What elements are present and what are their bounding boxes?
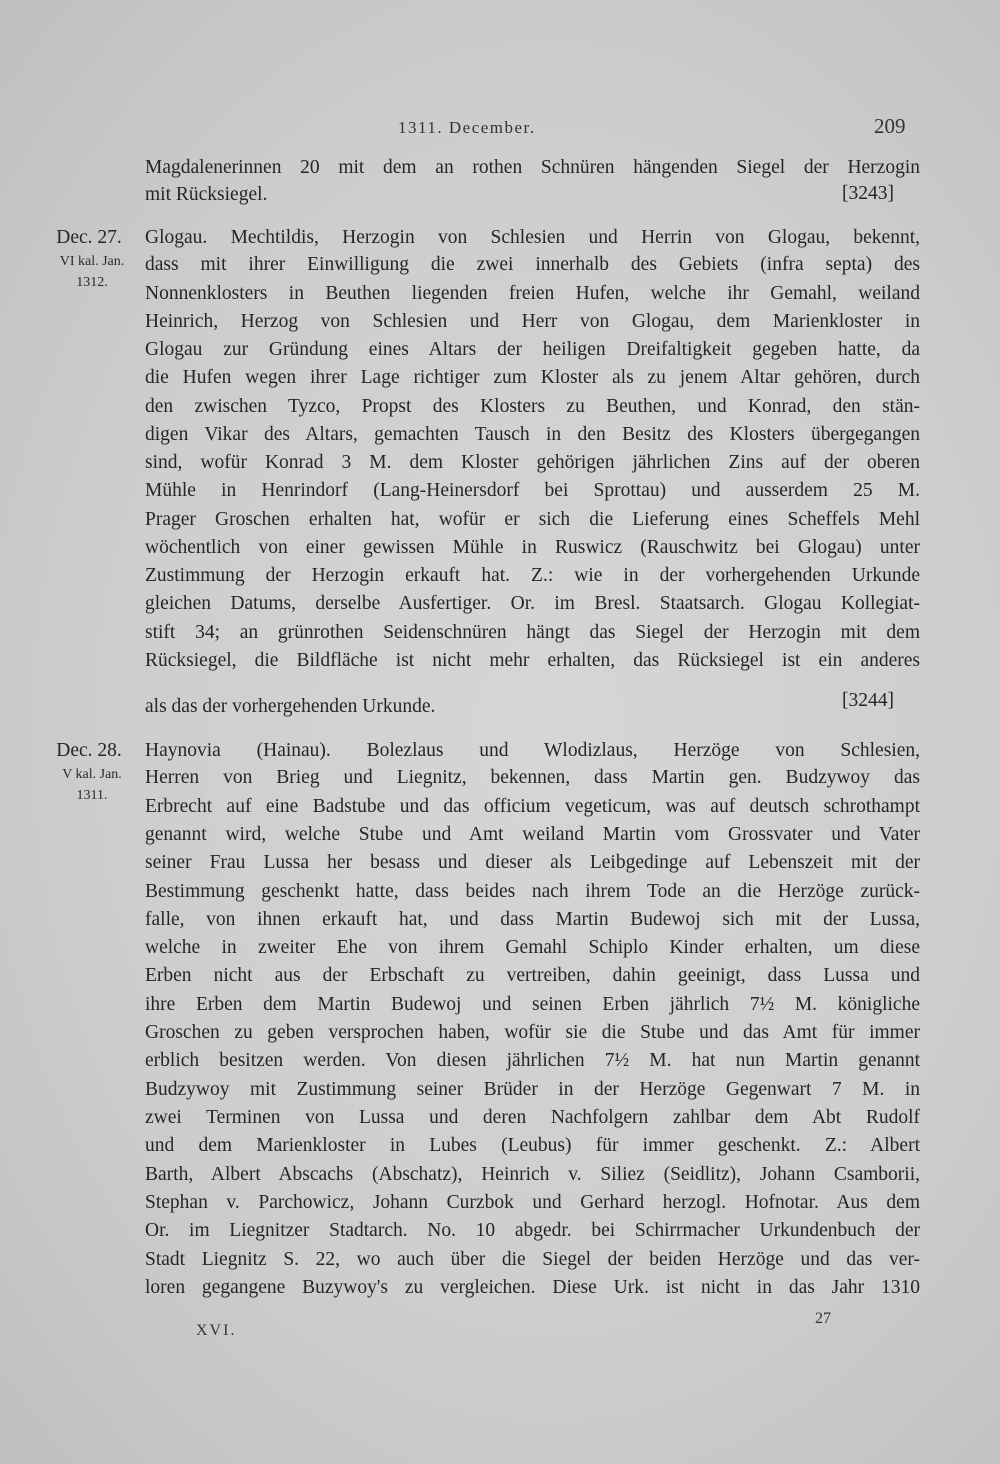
text-line: Barth, Albert Abscachs (Abschatz), Heinrich v. Siliez (Seidlitz), Johann Csamborii, bbox=[145, 1164, 920, 1185]
text-line: die Hufen wegen ihrer Lage richtiger zum Kloster als zu jenem Altar gehören, durch bbox=[145, 367, 920, 388]
text-line: Mühle in Henrindorf (Lang-Heinersdorf bei Sprottau) und ausserdem 25 M. bbox=[145, 480, 920, 501]
text-line: Nonnenklosters in Beuthen liegenden freien Hufen, welche ihr Gemahl, weiland bbox=[145, 283, 920, 304]
text-line: Haynovia (Hainau). Bolezlaus und Wlodizlaus, Herzöge von Schlesien, bbox=[145, 740, 920, 761]
text-line: Stadt Liegnitz S. 22, wo auch über die Siegel der beiden Herzöge und das ver- bbox=[145, 1249, 920, 1270]
text-line: wöchentlich von einer gewissen Mühle in Ruswicz (Rauschwitz bei Glogau) unter bbox=[145, 537, 920, 558]
margin-roman-date-3244: VI kal. Jan. bbox=[59, 254, 125, 269]
text-line: Heinrich, Herzog von Schlesien und Herr von Glogau, dem Marienkloster in bbox=[145, 311, 920, 332]
page-number: 209 bbox=[874, 114, 906, 138]
text-line: gleichen Datums, derselbe Ausfertiger. Or. im Bresl. Staatsarch. Glogau Kollegiat- bbox=[145, 593, 920, 614]
margin-year-3245: 1311. bbox=[76, 788, 108, 803]
text-line: erblich besitzen werden. Von diesen jährlichen 7½ M. hat nun Martin genannt bbox=[145, 1050, 920, 1071]
text-line: Zustimmung der Herzogin erkauft hat. Z.: wie in der vorhergehenden Urkunde bbox=[145, 565, 920, 586]
sheet-number: 27 bbox=[815, 1310, 831, 1327]
text-line: Prager Groschen erhalten hat, wofür er sich die Lieferung eines Scheffels Mehl bbox=[145, 509, 920, 530]
text-line: zwei Terminen von Lussa und deren Nachfolgern zahlbar dem Abt Rudolf bbox=[145, 1107, 920, 1128]
signature-mark: XVI. bbox=[196, 1322, 237, 1339]
text-line: Rücksiegel, die Bildfläche ist nicht mehr erhalten, das Rücksiegel ist ein anderes bbox=[145, 650, 920, 671]
text-line: genannt wird, welche Stube und Amt weiland Martin vom Grossvater und Vater bbox=[145, 824, 920, 845]
text-line: Glogau zur Gründung eines Altars der heiligen Dreifaltigkeit gegeben hatte, da bbox=[145, 339, 920, 360]
text-line: Budzywoy mit Zustimmung seiner Brüder in der Herzöge Gegenwart 7 M. in bbox=[145, 1079, 920, 1100]
reference-number-3244: [3244] bbox=[842, 690, 894, 711]
text-line: digen Vikar des Altars, gemachten Tausch in den Besitz des Klosters übergegangen bbox=[145, 424, 920, 445]
text-line: Erben nicht aus der Erbschaft zu vertreiben, dahin geeinigt, dass Lussa und bbox=[145, 965, 920, 986]
text-line: dass mit ihrer Einwilligung die zwei innerhalb des Gebiets (infra septa) des bbox=[145, 254, 920, 275]
text-line: falle, von ihnen erkauft hat, und dass Martin Budewoj sich mit der Lussa, bbox=[145, 909, 920, 930]
text-line: und dem Marienkloster in Lubes (Leubus) für immer geschenkt. Z.: Albert bbox=[145, 1135, 920, 1156]
text-line: mit Rücksiegel. bbox=[145, 184, 268, 205]
text-line: stift 34; an grünrothen Seidenschnüren hängt das Siegel der Herzogin mit dem bbox=[145, 622, 920, 643]
text-line: Bestimmung geschenkt hatte, dass beides nach ihrem Tode an die Herzöge zurück- bbox=[145, 881, 920, 902]
text-line: Herren von Brieg und Liegnitz, bekennen, dass Martin gen. Budzywoy das bbox=[145, 767, 920, 788]
running-title: 1311. December. bbox=[398, 118, 536, 137]
text-line: welche in zweiter Ehe von ihrem Gemahl Schiplo Kinder erhalten, um diese bbox=[145, 937, 920, 958]
margin-date-3244: Dec. 27. bbox=[56, 227, 122, 248]
reference-number-3243: [3243] bbox=[842, 183, 894, 204]
text-line: Glogau. Mechtildis, Herzogin von Schlesien und Herrin von Glogau, bekennt, bbox=[145, 227, 920, 248]
text-line: ihre Erben dem Martin Budewoj und seinen Erben jährlich 7½ M. königliche bbox=[145, 994, 920, 1015]
text-line: Groschen zu geben versprochen haben, wofür sie die Stube und das Amt für immer bbox=[145, 1022, 920, 1043]
text-line: als das der vorhergehenden Urkunde. bbox=[145, 696, 436, 717]
margin-date-3245: Dec. 28. bbox=[56, 740, 122, 761]
text-line: Erbrecht auf eine Badstube und das officium vegeticum, was auf deutsch schrothampt bbox=[145, 796, 920, 817]
margin-year-3244: 1312. bbox=[76, 275, 108, 290]
margin-roman-date-3245: V kal. Jan. bbox=[62, 767, 122, 782]
text-line: den zwischen Tyzco, Propst des Klosters zu Beuthen, und Konrad, den stän- bbox=[145, 396, 920, 417]
text-line: sind, wofür Konrad 3 M. dem Kloster gehörigen jährlichen Zins auf der oberen bbox=[145, 452, 920, 473]
text-line: Or. im Liegnitzer Stadtarch. No. 10 abgedr. bei Schirrmacher Urkundenbuch der bbox=[145, 1220, 920, 1241]
text-line: seiner Frau Lussa her besass und dieser als Leibgedinge auf Lebenszeit mit der bbox=[145, 852, 920, 873]
text-line: Magdalenerinnen 20 mit dem an rothen Schnüren hängenden Siegel der Herzogin bbox=[145, 157, 920, 178]
text-line: Stephan v. Parchowicz, Johann Curzbok und Gerhard herzogl. Hofnotar. Aus dem bbox=[145, 1192, 920, 1213]
text-line: loren gegangene Buzywoy's zu vergleichen. Diese Urk. ist nicht in das Jahr 1310 bbox=[145, 1277, 920, 1298]
